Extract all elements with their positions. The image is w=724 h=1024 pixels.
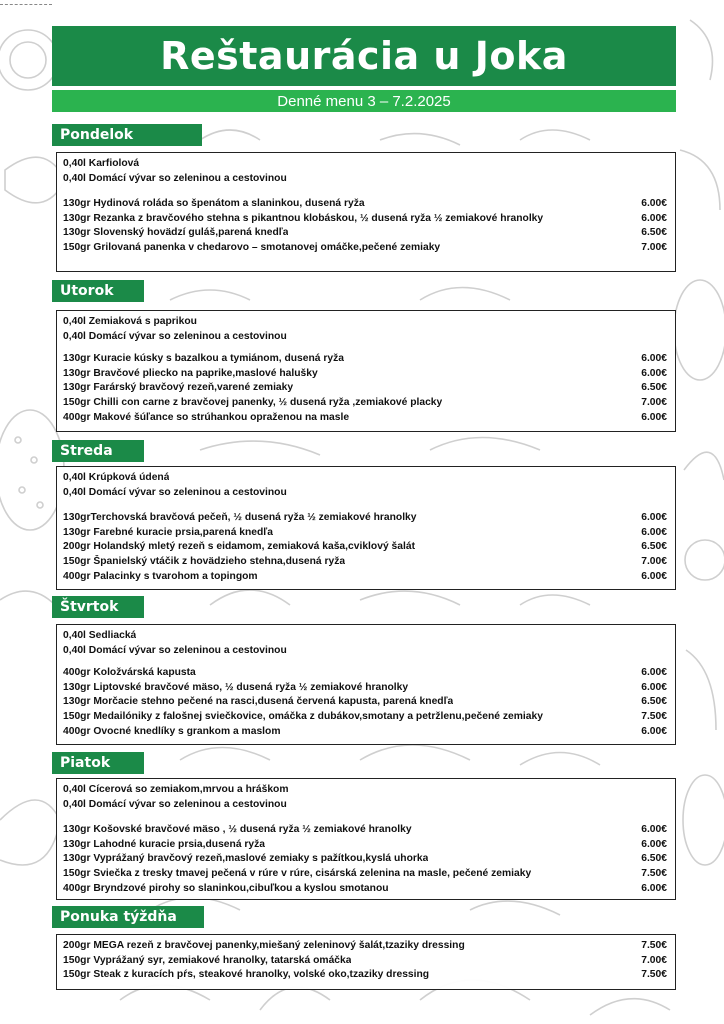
meal-price: 6.00€ [641, 725, 667, 737]
soup-text: 0,40l Karfiolová [63, 158, 140, 169]
meal-line [63, 695, 667, 710]
meal-text: 400gr Bryndzové pirohy so slaninkou,cibuľkou a kyslou smotanou [63, 882, 389, 894]
meal-price: 6.50€ [641, 696, 667, 708]
meal-line [63, 555, 667, 570]
soup-line [63, 629, 667, 644]
meal-line [63, 570, 667, 585]
meal-line [63, 954, 667, 969]
meal-text: 150gr Chilli con carne z bravčovej panenky, ½ dusená ryža ,zemiakové placky [63, 396, 443, 408]
soup-text: 0,40l Domácí vývar so zeleninou a cestovinou [63, 172, 287, 184]
meal-price: 6.00€ [641, 681, 667, 693]
meal-line [63, 540, 667, 555]
meal-line [63, 681, 667, 696]
soup-line [63, 471, 667, 486]
soup-text: 0,40l Sedliacká [63, 630, 137, 641]
soup-text: 0,40l Domácí vývar so zeleninou a cestovinou [63, 798, 287, 810]
meal-price: 6.50€ [641, 853, 667, 865]
meal-line [63, 226, 667, 241]
day-label-monday: Pondelok [52, 124, 202, 146]
meal-price: 6.00€ [641, 824, 667, 836]
meal-text: 150gr Vyprážaný syr, zemiakové hranolky, tatarská omáčka [63, 954, 352, 966]
meal-price: 6.50€ [641, 382, 667, 394]
meal-price: 6.00€ [641, 882, 667, 894]
meal-text: 130gr Bravčové pliecko na paprike,maslové halušky [63, 367, 318, 379]
soup-line [63, 486, 667, 501]
meal-line [63, 852, 667, 867]
soup-line [63, 783, 667, 798]
meal-text: 400gr Koložvárská kapusta [63, 667, 196, 679]
meal-text: 130gr Liptovské bravčové mäso, ½ dusená ryža ½ zemiakové hranolky [63, 681, 409, 693]
soup-line [63, 330, 667, 345]
soup-text: 0,40l Domácí vývar so zeleninou a cestovinou [63, 644, 287, 656]
meal-text: 130gr Košovské bravčové mäso , ½ dusená ryža ½ zemiakové hranolky [63, 824, 412, 836]
day-label-tuesday: Utorok [52, 280, 144, 302]
meal-line [63, 411, 667, 426]
meal-price: 7.50€ [641, 969, 667, 981]
meal-price: 6.00€ [641, 512, 667, 524]
soup-line [63, 315, 667, 330]
soup-text: 0,40l Krúpková údená [63, 472, 170, 483]
meal-line [63, 367, 667, 382]
meal-text: 150gr Steak z kuracích pŕs, steakové hranolky, volské oko,tzaziky dressing [63, 969, 430, 981]
meal-line [63, 666, 667, 681]
meal-line [63, 212, 667, 227]
meal-text: 400gr Ovocné knedlíky s grankom a maslom [63, 725, 281, 737]
meal-line [63, 381, 667, 396]
meal-line [63, 710, 667, 725]
meal-text: 130gr Lahodné kuracie prsia,dusená ryža [63, 838, 266, 850]
meal-line [63, 882, 667, 897]
meal-price: 7.50€ [641, 710, 667, 722]
meal-price: 6.50€ [641, 541, 667, 553]
dashed-line [0, 4, 52, 5]
meal-price: 6.00€ [641, 667, 667, 679]
meal-text: 150gr Medailóniky z falošnej sviečkovice, omáčka z dubákov,smotany a petržlenu,pečené zemiaky [63, 710, 543, 722]
meal-text: 130gr Kuracie kúsky s bazalkou a tymiánom, dusená ryža [63, 353, 344, 365]
restaurant-title: Reštaurácia u Joka [52, 26, 676, 86]
meal-line [63, 526, 667, 541]
meal-price: 6.00€ [641, 198, 667, 210]
menu-box-tuesday [56, 310, 676, 432]
soup-line [63, 644, 667, 659]
soup-text: 0,40l Domácí vývar so zeleninou a cestovinou [63, 330, 287, 342]
meal-price: 7.00€ [641, 396, 667, 408]
meal-price: 6.00€ [641, 526, 667, 538]
menu-date-subtitle: Denné menu 3 – 7.2.2025 [52, 90, 676, 112]
meal-line [63, 867, 667, 882]
meal-line [63, 511, 667, 526]
meal-text: 200gr MEGA rezeň z bravčovej panenky,miešaný zeleninový šalát,tzaziky dressing [63, 940, 465, 951]
meal-price: 7.00€ [641, 954, 667, 966]
weekly-offer-label: Ponuka týždňa [52, 906, 204, 928]
meal-line [63, 352, 667, 367]
menu-box-thursday [56, 624, 676, 745]
meal-price: 7.50€ [641, 940, 667, 951]
soup-text: 0,40l Cícerová so zemiakom,mrvou a hráškom [63, 784, 289, 795]
day-label-thursday: Štvrtok [52, 596, 144, 618]
meal-line [63, 968, 667, 983]
meal-text: 400gr Palacinky s tvarohom a topingom [63, 570, 258, 582]
soup-line [63, 172, 667, 187]
day-label-friday: Piatok [52, 752, 144, 774]
meal-line [63, 241, 667, 256]
meal-line [63, 725, 667, 740]
meal-text: 130gr Vyprážaný bravčový rezeň,maslové zemiaky s pažítkou,kyslá uhorka [63, 853, 429, 865]
meal-text: 150gr Sviečka z tresky tmavej pečená v rúre v rúre, cisárská zelenina na masle, pečené zemiaky [63, 867, 532, 879]
meal-price: 7.50€ [641, 867, 667, 879]
meal-text: 150gr Grilovaná panenka v chedarovo – smotanovej omáčke,pečené zemiaky [63, 241, 441, 253]
meal-price: 6.00€ [641, 367, 667, 379]
meal-price: 7.00€ [641, 555, 667, 567]
meal-text: 130gr Hydinová roláda so špenátom a slaninkou, dusená ryža [63, 198, 365, 210]
menu-box-monday [56, 152, 676, 272]
soup-line [63, 798, 667, 813]
meal-price: 7.00€ [641, 241, 667, 253]
meal-text: 400gr Makové šúľance so strúhankou opraženou na masle [63, 411, 350, 423]
day-label-wednesday: Streda [52, 440, 144, 462]
meal-line [63, 939, 667, 954]
meal-text: 130gr Farárský bravčový rezeň,varené zemiaky [63, 382, 294, 394]
meal-line [63, 396, 667, 411]
meal-price: 6.00€ [641, 411, 667, 423]
soup-text: 0,40l Zemiaková s paprikou [63, 316, 197, 327]
meal-price: 6.00€ [641, 570, 667, 582]
meal-price: 6.00€ [641, 838, 667, 850]
meal-price: 6.00€ [641, 353, 667, 365]
meal-text: 150gr Španielský vtáčik z hovädzieho stehna,dusená ryža [63, 555, 346, 567]
meal-line [63, 823, 667, 838]
meal-text: 130gr Morčacie stehno pečené na rasci,dusená červená kapusta, parená knedľa [63, 696, 454, 708]
menu-box-wednesday [56, 466, 676, 590]
meal-line [63, 197, 667, 212]
soup-line [63, 157, 667, 172]
meal-price: 6.00€ [641, 212, 667, 224]
soup-text: 0,40l Domácí vývar so zeleninou a cestovinou [63, 486, 287, 498]
meal-text: 130grTerchovská bravčová pečeň, ½ dusená ryža ½ zemiakové hranolky [63, 512, 417, 524]
meal-text: 130gr Farebné kuracie prsia,parená knedľa [63, 526, 274, 538]
menu-box-weekly [56, 934, 676, 990]
meal-text: 130gr Rezanka z bravčového stehna s pikantnou klobáskou, ½ dusená ryža ½ zemiakové hranolky [63, 212, 544, 224]
meal-price: 6.50€ [641, 227, 667, 239]
meal-line [63, 838, 667, 853]
menu-box-friday [56, 778, 676, 900]
meal-text: 130gr Slovenský hovädzí guláš,parená knedľa [63, 227, 289, 239]
meal-text: 200gr Holandský mletý rezeň s eidamom, zemiaková kaša,cviklový šalát [63, 541, 415, 553]
